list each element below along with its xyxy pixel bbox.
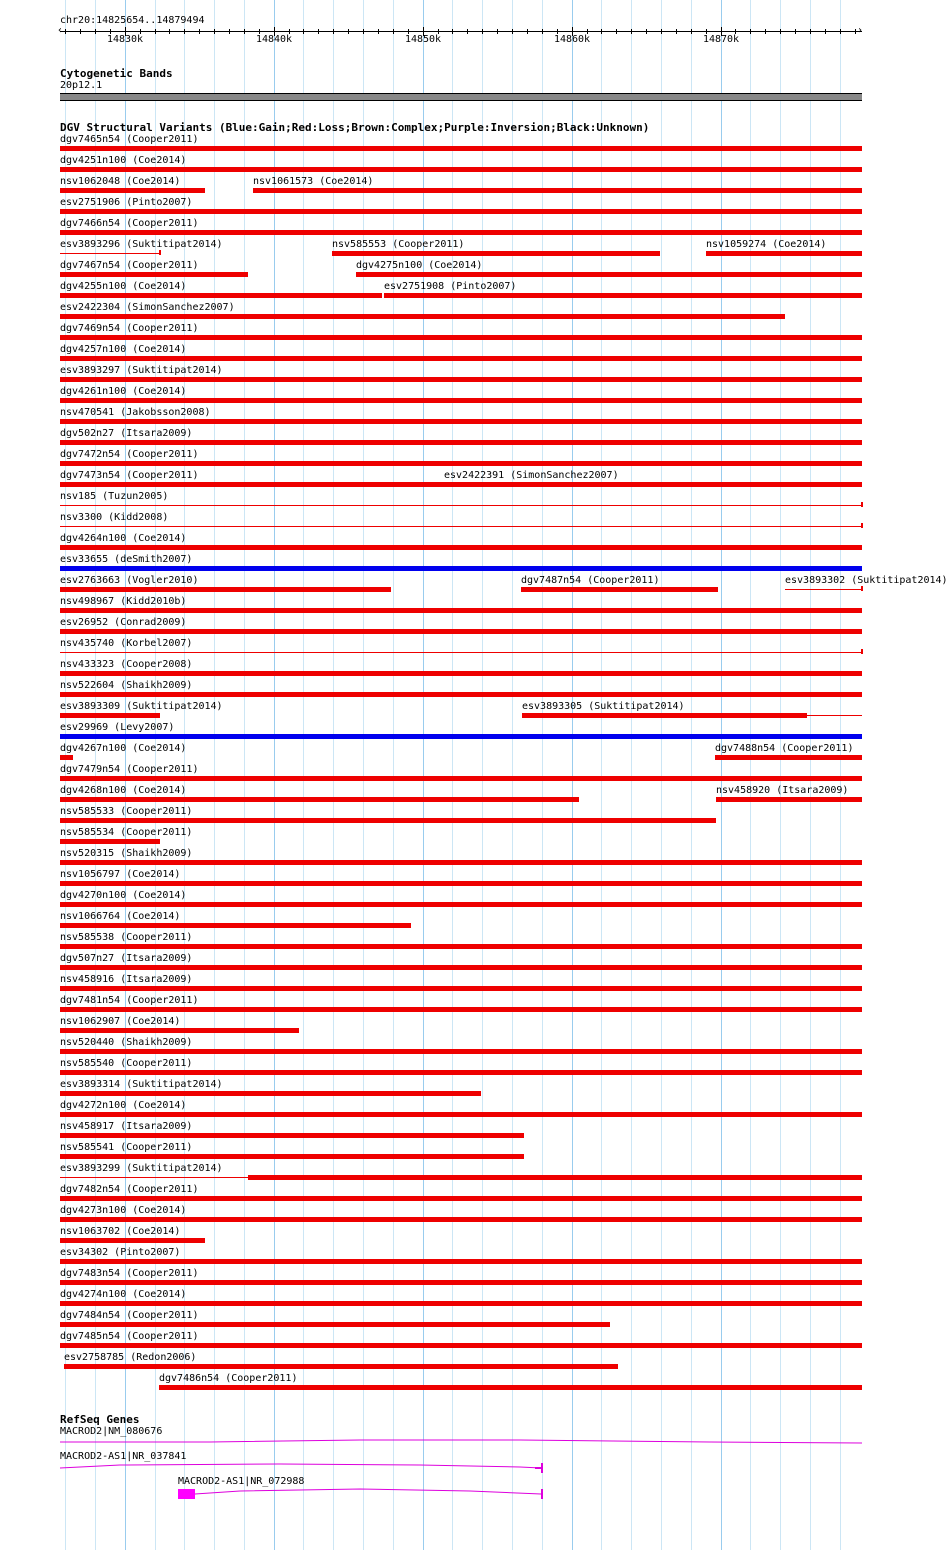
ruler-minor-tick <box>393 29 394 34</box>
dgv-feature-bar[interactable] <box>60 1343 862 1348</box>
ruler-left-arrow[interactable]: ‹ <box>57 25 64 36</box>
dgv-feature-bar[interactable] <box>60 230 862 235</box>
dgv-feature-label: esv3893297 (Suktitipat2014) <box>60 365 223 376</box>
ruler-minor-tick <box>482 29 483 34</box>
dgv-feature-bar[interactable] <box>60 146 862 151</box>
dgv-feature-bar[interactable] <box>60 881 862 886</box>
dgv-feature-label: dgv4261n100 (Coe2014) <box>60 386 187 397</box>
dgv-feature-bar[interactable] <box>60 1196 862 1201</box>
ruler-minor-tick <box>65 29 66 34</box>
dgv-feature-bar[interactable] <box>60 755 73 760</box>
dgv-feature-bar[interactable] <box>60 1049 862 1054</box>
dgv-feature-bar[interactable] <box>60 776 862 781</box>
dgv-feature-bar[interactable] <box>706 251 862 256</box>
dgv-feature-bar[interactable] <box>60 839 160 844</box>
dgv-feature-label: nsv458917 (Itsara2009) <box>60 1121 193 1132</box>
dgv-feature-label: nsv433323 (Cooper2008) <box>60 659 193 670</box>
ruler-minor-tick <box>303 29 304 34</box>
refseq-gene-models <box>0 1425 890 1550</box>
dgv-track-title[interactable]: DGV Structural Variants (Blue:Gain;Red:Loss;Brown:Complex;Purple:Inversion;Black:Unknown) <box>60 121 650 134</box>
dgv-feature-bar[interactable] <box>60 440 862 445</box>
dgv-feature-label: dgv7487n54 (Cooper2011) <box>521 575 660 586</box>
dgv-feature-bar[interactable] <box>332 251 660 256</box>
dgv-feature-label: nsv585553 (Cooper2011) <box>332 239 465 250</box>
gene-model-macrod2[interactable] <box>60 1440 862 1443</box>
ruler-minor-tick <box>840 29 841 34</box>
dgv-feature-label: nsv522604 (Shaikh2009) <box>60 680 193 691</box>
dgv-feature-label: nsv585541 (Cooper2011) <box>60 1142 193 1153</box>
dgv-feature-label: nsv585538 (Cooper2011) <box>60 932 193 943</box>
ruler-minor-tick <box>795 29 796 34</box>
dgv-feature-label: nsv1063702 (Coe2014) <box>60 1226 181 1237</box>
ruler-minor-tick <box>691 29 692 34</box>
dgv-feature-bar[interactable] <box>60 272 248 277</box>
dgv-feature-bar[interactable] <box>60 713 160 718</box>
ruler-minor-tick <box>184 29 185 34</box>
dgv-feature-label: esv3893296 (Suktitipat2014) <box>60 239 223 250</box>
dgv-feature-bar[interactable] <box>60 356 862 361</box>
dgv-feature-bar[interactable] <box>60 1154 524 1159</box>
dgv-feature-label: esv3893299 (Suktitipat2014) <box>60 1163 223 1174</box>
dgv-feature-bar[interactable] <box>60 209 862 214</box>
dgv-feature-label: dgv7469n54 (Cooper2011) <box>60 323 199 334</box>
dgv-feature-bar[interactable] <box>60 902 862 907</box>
ruler-minor-tick <box>661 29 662 34</box>
dgv-feature-label: dgv7485n54 (Cooper2011) <box>60 1331 199 1342</box>
dgv-feature-cap <box>861 586 863 591</box>
dgv-feature-bar[interactable] <box>60 797 579 802</box>
dgv-feature-label: dgv4257n100 (Coe2014) <box>60 344 187 355</box>
dgv-feature-bar[interactable] <box>60 398 862 403</box>
ruler-minor-tick <box>780 29 781 34</box>
dgv-feature-label: nsv470541 (Jakobsson2008) <box>60 407 211 418</box>
dgv-feature-bar[interactable] <box>444 482 862 487</box>
dgv-feature-bar[interactable] <box>60 1238 205 1243</box>
dgv-feature-bar[interactable] <box>60 671 862 676</box>
dgv-feature-label: dgv4255n100 (Coe2014) <box>60 281 187 292</box>
dgv-feature-bar[interactable] <box>716 797 862 802</box>
dgv-feature-label: dgv4274n100 (Coe2014) <box>60 1289 187 1300</box>
ruler-minor-tick <box>363 29 364 34</box>
ruler-minor-tick <box>214 29 215 34</box>
ruler-minor-tick <box>244 29 245 34</box>
dgv-feature-label: nsv1056797 (Coe2014) <box>60 869 181 880</box>
dgv-feature-bar[interactable] <box>60 1322 610 1327</box>
dgv-feature-bar[interactable] <box>60 1091 481 1096</box>
dgv-feature-cap <box>861 502 863 507</box>
ruler-minor-tick <box>542 29 543 34</box>
dgv-feature-label: nsv498967 (Kidd2010b) <box>60 596 187 607</box>
dgv-feature-label: esv2751908 (Pinto2007) <box>384 281 517 292</box>
dgv-feature-bar[interactable] <box>60 1112 862 1117</box>
dgv-feature-label: nsv1059274 (Coe2014) <box>706 239 827 250</box>
ruler-minor-tick <box>631 29 632 34</box>
dgv-feature-label: dgv7479n54 (Cooper2011) <box>60 764 199 775</box>
dgv-feature-bar[interactable] <box>60 1217 862 1222</box>
dgv-feature-label: esv3893309 (Suktitipat2014) <box>60 701 223 712</box>
ruler-tick-label: 14860k <box>553 34 591 45</box>
ruler-minor-tick <box>169 29 170 34</box>
gene-model-macrod2-as1-b-end <box>541 1489 543 1499</box>
dgv-feature-bar[interactable] <box>60 1280 862 1285</box>
dgv-feature-label: nsv520440 (Shaikh2009) <box>60 1037 193 1048</box>
dgv-feature-label: dgv7481n54 (Cooper2011) <box>60 995 199 1006</box>
dgv-feature-label: nsv1062048 (Coe2014) <box>60 176 181 187</box>
dgv-feature-label: dgv7488n54 (Cooper2011) <box>715 743 854 754</box>
dgv-feature-bar[interactable] <box>60 253 160 254</box>
dgv-feature-label: nsv435740 (Korbel2007) <box>60 638 193 649</box>
dgv-feature-label: dgv7473n54 (Cooper2011) <box>60 470 199 481</box>
ruler-minor-tick <box>378 29 379 34</box>
dgv-feature-label: esv2422304 (SimonSanchez2007) <box>60 302 235 313</box>
dgv-feature-bar[interactable] <box>64 1364 618 1369</box>
ruler-right-arrow[interactable]: › <box>857 25 864 36</box>
dgv-feature-label: dgv4251n100 (Coe2014) <box>60 155 187 166</box>
ruler-minor-tick <box>646 29 647 34</box>
ruler-minor-tick <box>765 29 766 34</box>
dgv-feature-label: nsv585534 (Cooper2011) <box>60 827 193 838</box>
dgv-feature-bar[interactable] <box>60 1028 299 1033</box>
dgv-feature-bar[interactable] <box>60 587 391 592</box>
dgv-feature-label: esv2763663 (Vogler2010) <box>60 575 199 586</box>
dgv-feature-label: esv26952 (Conrad2009) <box>60 617 187 628</box>
dgv-feature-cap <box>861 523 863 528</box>
dgv-feature-bar[interactable] <box>60 335 862 340</box>
dgv-feature-label: esv29969 (Levy2007) <box>60 722 175 733</box>
dgv-feature-label: dgv4267n100 (Coe2014) <box>60 743 187 754</box>
dgv-feature-bar[interactable] <box>60 608 862 613</box>
dgv-feature-label: esv2422391 (SimonSanchez2007) <box>444 470 619 481</box>
dgv-feature-label: dgv4273n100 (Coe2014) <box>60 1205 187 1216</box>
dgv-feature-bar[interactable] <box>60 944 862 949</box>
dgv-feature-label: nsv458916 (Itsara2009) <box>60 974 193 985</box>
dgv-feature-label: nsv458920 (Itsara2009) <box>716 785 849 796</box>
dgv-feature-bar[interactable] <box>60 566 862 571</box>
dgv-feature-label: esv3893305 (Suktitipat2014) <box>522 701 685 712</box>
dgv-feature-label: nsv585533 (Cooper2011) <box>60 806 193 817</box>
dgv-feature-bar[interactable] <box>715 755 862 760</box>
ruler-minor-tick <box>452 29 453 34</box>
dgv-feature-bar[interactable] <box>522 713 807 718</box>
dgv-feature-bar[interactable] <box>60 377 862 382</box>
dgv-feature-label: esv2751906 (Pinto2007) <box>60 197 193 208</box>
dgv-feature-bar[interactable] <box>60 1177 248 1178</box>
ruler-minor-tick <box>229 29 230 34</box>
ruler-minor-tick <box>467 29 468 34</box>
ruler-minor-tick <box>155 29 156 34</box>
dgv-feature-bar[interactable] <box>60 1259 862 1264</box>
dgv-feature-label: dgv7466n54 (Cooper2011) <box>60 218 199 229</box>
cytoband-bar[interactable] <box>60 93 862 101</box>
ruler-minor-tick <box>497 29 498 34</box>
dgv-feature-bar[interactable] <box>60 692 862 697</box>
dgv-feature-label: esv34302 (Pinto2007) <box>60 1247 181 1258</box>
gene-model-macrod2-as1-b-exon[interactable] <box>178 1489 195 1499</box>
ruler-minor-tick <box>750 29 751 34</box>
gene-label-macrod2-as1-a[interactable]: MACROD2-AS1|NR_037841 <box>60 1451 187 1462</box>
dgv-feature-bar[interactable] <box>60 965 862 970</box>
dgv-feature-label: dgv502n27 (Itsara2009) <box>60 428 193 439</box>
dgv-feature-label: dgv7483n54 (Cooper2011) <box>60 1268 199 1279</box>
dgv-feature-bar[interactable] <box>60 461 862 466</box>
ruler-tick-label: 14840k <box>255 34 293 45</box>
cytoband-track-title[interactable]: Cytogenetic Bands <box>60 67 173 80</box>
dgv-feature-label: nsv520315 (Shaikh2009) <box>60 848 193 859</box>
dgv-feature-bar[interactable] <box>60 1070 862 1075</box>
ruler-minor-tick <box>80 29 81 34</box>
dgv-feature-label: dgv4270n100 (Coe2014) <box>60 890 187 901</box>
ruler-minor-tick <box>810 29 811 34</box>
ruler-tick-label: 14870k <box>702 34 740 45</box>
dgv-feature-cap <box>861 649 863 654</box>
dgv-feature-bar[interactable] <box>60 1133 524 1138</box>
dgv-feature-bar[interactable] <box>60 652 862 653</box>
dgv-feature-bar[interactable] <box>248 1175 862 1180</box>
ruler-minor-tick <box>676 29 677 34</box>
dgv-feature-bar[interactable] <box>60 167 862 172</box>
dgv-feature-label: esv3893302 (Suktitipat2014) <box>785 575 948 586</box>
dgv-feature-label: esv33655 (deSmith2007) <box>60 554 193 565</box>
ruler-minor-tick <box>855 29 856 34</box>
ruler-tick-label: 14830k <box>106 34 144 45</box>
region-label: chr20:14825654..14879494 <box>60 15 205 26</box>
dgv-feature-bar[interactable] <box>60 1301 862 1306</box>
dgv-feature-bar[interactable] <box>60 734 862 739</box>
ruler-minor-tick <box>348 29 349 34</box>
dgv-feature-bar[interactable] <box>356 272 862 277</box>
dgv-feature-label: dgv7482n54 (Cooper2011) <box>60 1184 199 1195</box>
dgv-feature-label: dgv4272n100 (Coe2014) <box>60 1100 187 1111</box>
dgv-feature-label: nsv1066764 (Coe2014) <box>60 911 181 922</box>
ruler-tick-label: 14850k <box>404 34 442 45</box>
dgv-feature-label: dgv7465n54 (Cooper2011) <box>60 134 199 145</box>
ruler-minor-tick <box>512 29 513 34</box>
dgv-feature-bar[interactable] <box>60 629 862 634</box>
gene-model-macrod2-as1-b[interactable] <box>195 1489 541 1494</box>
dgv-feature-label: nsv185 (Tuzun2005) <box>60 491 169 502</box>
dgv-feature-bar[interactable] <box>807 715 862 716</box>
dgv-feature-bar[interactable] <box>159 1385 862 1390</box>
ruler-minor-tick <box>601 29 602 34</box>
dgv-feature-label: dgv7484n54 (Cooper2011) <box>60 1310 199 1321</box>
dgv-feature-bar[interactable] <box>60 505 862 506</box>
ruler-minor-tick <box>333 29 334 34</box>
gene-model-macrod2-as1-a-exon <box>541 1463 543 1473</box>
dgv-feature-bar[interactable] <box>60 526 862 527</box>
ruler-axis <box>60 31 862 32</box>
dgv-feature-cap <box>159 250 161 255</box>
gene-model-macrod2-as1-a[interactable] <box>60 1464 541 1468</box>
dgv-feature-label: dgv7467n54 (Cooper2011) <box>60 260 199 271</box>
dgv-feature-label: esv2758785 (Redon2006) <box>64 1352 197 1363</box>
dgv-feature-bar[interactable] <box>521 587 718 592</box>
dgv-feature-label: dgv7472n54 (Cooper2011) <box>60 449 199 460</box>
refseq-track-title[interactable]: RefSeq Genes <box>60 1413 140 1426</box>
dgv-feature-bar[interactable] <box>60 188 205 193</box>
dgv-feature-bar[interactable] <box>253 188 862 193</box>
ruler-minor-tick <box>616 29 617 34</box>
ruler-minor-tick <box>825 29 826 34</box>
dgv-feature-bar[interactable] <box>384 293 862 298</box>
dgv-feature-bar[interactable] <box>60 314 785 319</box>
dgv-feature-label: dgv7486n54 (Cooper2011) <box>159 1373 298 1384</box>
dgv-feature-bar[interactable] <box>60 419 862 424</box>
dgv-feature-label: nsv585540 (Cooper2011) <box>60 1058 193 1069</box>
dgv-feature-bar[interactable] <box>60 923 411 928</box>
dgv-feature-bar[interactable] <box>60 293 382 298</box>
dgv-feature-label: nsv1062907 (Coe2014) <box>60 1016 181 1027</box>
dgv-feature-label: dgv507n27 (Itsara2009) <box>60 953 193 964</box>
dgv-feature-label: dgv4275n100 (Coe2014) <box>356 260 483 271</box>
dgv-feature-label: esv3893314 (Suktitipat2014) <box>60 1079 223 1090</box>
ruler-minor-tick <box>318 29 319 34</box>
ruler-minor-tick <box>527 29 528 34</box>
ruler-minor-tick <box>199 29 200 34</box>
dgv-feature-bar[interactable] <box>60 818 716 823</box>
dgv-feature-bar[interactable] <box>785 589 862 590</box>
gene-label-macrod2-as1-b[interactable]: MACROD2-AS1|NR_072988 <box>178 1476 305 1487</box>
dgv-feature-label: dgv4264n100 (Coe2014) <box>60 533 187 544</box>
dgv-feature-label: nsv1061573 (Coe2014) <box>253 176 374 187</box>
dgv-feature-bar[interactable] <box>60 860 862 865</box>
cytoband-label: 20p12.1 <box>60 80 103 91</box>
dgv-feature-bar[interactable] <box>60 1007 862 1012</box>
dgv-feature-bar[interactable] <box>60 545 862 550</box>
dgv-feature-bar[interactable] <box>60 986 862 991</box>
gene-label-macrod2[interactable]: MACROD2|NM_080676 <box>60 1426 163 1437</box>
dgv-feature-label: dgv4268n100 (Coe2014) <box>60 785 187 796</box>
ruler-minor-tick <box>95 29 96 34</box>
dgv-feature-label: nsv3300 (Kidd2008) <box>60 512 169 523</box>
